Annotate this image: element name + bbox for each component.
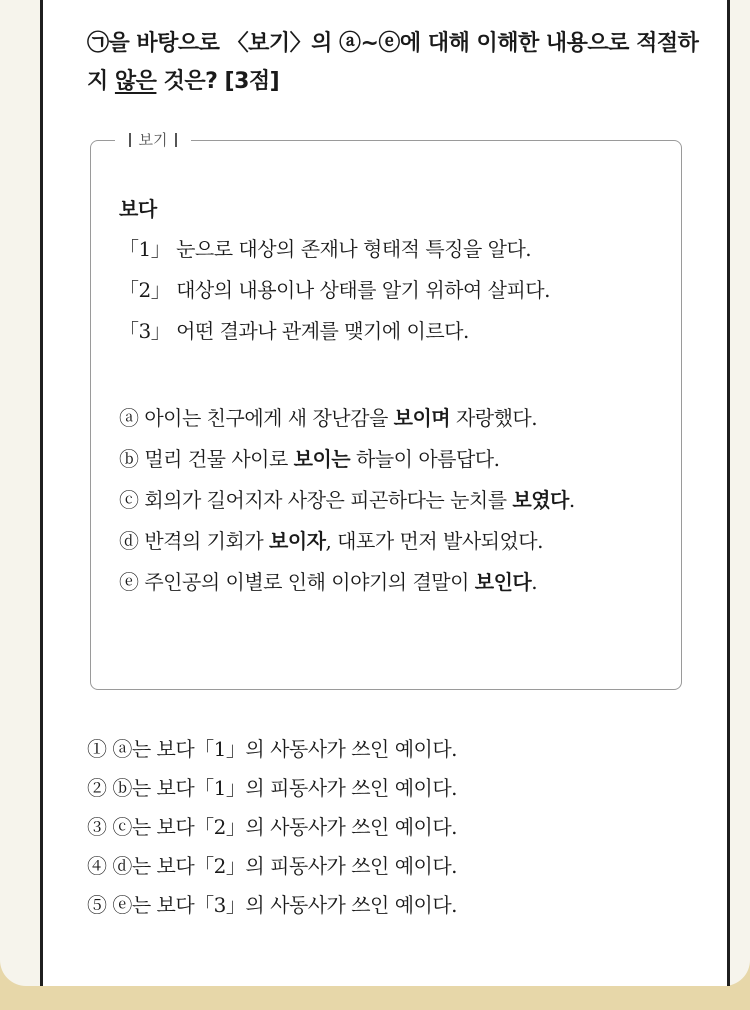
- example-e: [119, 562, 679, 603]
- bracket-left-mark: [129, 133, 131, 147]
- bracket-right-mark: [175, 133, 177, 147]
- question-stem: [87, 25, 707, 101]
- bogi-box: [90, 131, 682, 690]
- example-d-end: , 대포가 먼저 발사되었다.: [325, 529, 543, 553]
- example-e-keyword: 보인다: [474, 570, 532, 594]
- example-a-end: 자랑했다.: [450, 406, 538, 430]
- question-emphasis: 않은: [114, 69, 157, 94]
- example-a: [119, 398, 679, 439]
- example-c: [119, 480, 679, 521]
- example-c-text: ⓒ 회의가 길어지자 사장은 피곤하다는 눈치를: [119, 488, 513, 512]
- example-b-keyword: 보이는: [293, 447, 351, 471]
- choice-4[interactable]: ④ ⓓ는 보다「2」의 피동사가 쓰인 예이다.: [87, 854, 458, 878]
- definition-2: 「2」 대상의 내용이나 상태를 알기 위하여 살피다.: [119, 278, 550, 302]
- choice-5[interactable]: ⑤ ⓔ는 보다「3」의 사동사가 쓰인 예이다.: [87, 893, 458, 917]
- answer-choices: [87, 730, 687, 925]
- example-b-end: 하늘이 아름답다.: [350, 447, 500, 471]
- bogi-label-text: 보기: [138, 131, 168, 149]
- definition-1: 「1」 눈으로 대상의 존재나 형태적 특징을 알다.: [119, 237, 532, 261]
- example-d: [119, 521, 679, 562]
- choice-2[interactable]: ② ⓑ는 보다「1」의 피동사가 쓰인 예이다.: [87, 776, 458, 800]
- example-d-text: ⓓ 반격의 기회가: [119, 529, 269, 553]
- example-d-keyword: 보이자: [269, 529, 326, 553]
- example-e-end: .: [531, 570, 538, 594]
- definition-3: 「3」 어떤 결과나 관계를 맺기에 이르다.: [119, 319, 469, 343]
- exam-sheet: [40, 0, 730, 986]
- example-e-text: ⓔ 주인공의 이별로 인해 이야기의 결말이: [119, 570, 475, 594]
- choice-1[interactable]: ① ⓐ는 보다「1」의 사동사가 쓰인 예이다.: [87, 737, 458, 761]
- example-c-end: .: [568, 488, 575, 512]
- bogi-content: [119, 189, 679, 603]
- example-c-keyword: 보였다: [512, 488, 569, 512]
- question-points: 것은? [3점]: [156, 69, 280, 94]
- example-b: [119, 439, 679, 480]
- example-a-keyword: 보이며: [393, 406, 451, 430]
- bogi-label: [115, 129, 191, 151]
- entry-word: 보다: [119, 197, 157, 221]
- example-a-text: ⓐ 아이는 친구에게 새 장난감을: [119, 406, 394, 430]
- spacer: [119, 352, 679, 398]
- example-b-text: ⓑ 멀리 건물 사이로: [119, 447, 294, 471]
- question-text: ㉠을 바탕으로 〈보기〉의 ⓐ~ⓔ에 대해 이해한 내용으로 적절하지: [87, 31, 699, 94]
- choice-3[interactable]: ③ ⓒ는 보다「2」의 사동사가 쓰인 예이다.: [87, 815, 458, 839]
